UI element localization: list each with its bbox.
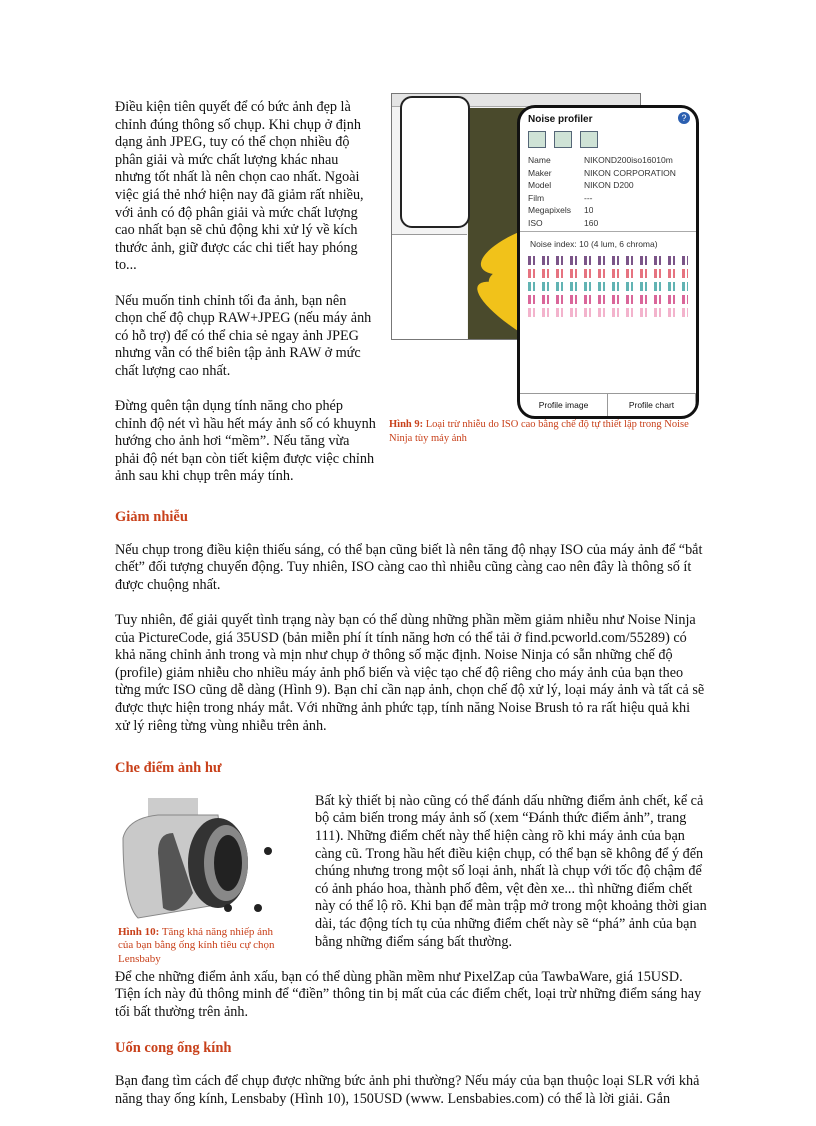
field-row <box>528 192 692 205</box>
panel-title: Noise profiler <box>528 114 593 125</box>
mini-profiler-highlight <box>400 96 470 228</box>
heading-che-diem-anh-hu: Che điểm ảnh hư <box>115 759 222 776</box>
caption-label: Hình 10: <box>118 925 160 938</box>
field-label: Film <box>528 192 545 203</box>
noise-index <box>520 232 696 252</box>
field-row <box>528 167 692 180</box>
intro-paragraph-3: Đừng quên tận dụng tính năng cho phép chỉnh độ nét vì hầu hết máy ảnh số có khuynh hướng cho ảnh hơi “mềm”. Nếu tăng vừa phải độ nét bạn còn tiết kiệm được việc chỉnh ảnh sau khi chụp trên máy tính. <box>115 398 376 485</box>
noise-index-label: Noise index: <box>530 239 577 249</box>
caption-label: Hình 9: <box>389 419 424 430</box>
field-label: Model <box>528 180 552 190</box>
figure-9-caption <box>389 418 707 445</box>
section3-paragraph: Bạn đang tìm cách để chụp được những bức ảnh phi thường? Nếu máy của bạn thuộc loại SLR với khả năng thay ống kính, Lensbaby (Hình 10), 150USD (www. Lensbabies.com) có thể là lời giải. Gắn <box>115 1073 700 1107</box>
field-label: Name <box>528 155 551 165</box>
section2-paragraph-2-first-line: Để che những điểm ảnh xấu, bạn có thể dùng phần mềm như PixelZap <box>115 968 515 985</box>
figure-10 <box>118 793 283 965</box>
help-icon[interactable]: ? <box>678 112 690 124</box>
section2-paragraph-2-rest: của TawbaWare, giá 15USD. Tiện ích này đủ thông minh để “điền” thông tin bị mất của các điểm chết, loại trừ những điểm sáng hay tối bất thường trên ảnh. <box>115 968 702 1020</box>
edit-icon[interactable] <box>580 131 598 148</box>
profile-fields <box>520 152 696 232</box>
field-row <box>528 217 692 230</box>
heading-giam-nhieu: Giảm nhiễu <box>115 508 188 525</box>
open-icon[interactable] <box>528 131 546 148</box>
field-value: NIKON D200 <box>584 180 634 190</box>
file-info-panel <box>392 234 467 340</box>
section1-paragraph-1: Nếu chụp trong điều kiện thiếu sáng, có thể bạn cũng biết là nên tăng độ nhạy ISO của máy ảnh để “bắt chết” đối tượng chuyển động. Tuy nhiên, ISO càng cao thì nhiễu cũng càng cao nên đây là thông số ít được chuộng nhất. <box>115 541 703 593</box>
field-value: --- <box>584 192 593 203</box>
section2-body <box>115 793 707 1022</box>
intro-paragraph-2: Nếu muốn tinh chỉnh tối đa ảnh, bạn nên chọn chế độ chụp RAW+JPEG (nếu máy ảnh có hỗ trợ) để có thể chia sẻ ngay ảnh JPEG nhưng vẫn có thể biên tập ảnh RAW ở mức chất lượng cao nhất. <box>115 292 372 379</box>
caption-text: Loại trừ nhiễu do ISO cao bằng chế độ tự thiết lập trong Noise Ninja tùy máy ảnh <box>389 419 689 444</box>
field-label: Megapixels <box>528 205 571 215</box>
profile-chart-button[interactable]: Profile chart <box>608 394 696 416</box>
noise-index-value: 10 (4 lum, 6 chroma) <box>579 239 658 249</box>
section1-paragraph-2: Tuy nhiên, để giải quyết tình trạng này bạn có thể dùng những phần mềm giảm nhiễu như Noise Ninja của PictureCode, giá 35USD (bản miễn phí ít tính năng hơn có thể tải ở find.pcworld.com/55289) có khả năng chỉnh ảnh trong và mịn như chụp ở thông số mặc định. Noise Ninja có sẵn những chế độ (profile) giảm nhiễu cho nhiều máy ảnh phổ biến và việc tạo chế độ riêng cho máy ảnh của bạn theo từng mức ISO cũng dễ dàng (Hình 9). Bạn chỉ cần nạp ảnh, chọn chế độ xử lý, loại máy ảnh và tất cả sẽ được thực hiện trong nháy mắt. Với những ảnh phức tạp, tính năng Noise Brush tỏ ra rất hiệu quả khi xử lý riêng từng vùng nhiễu trên ảnh. <box>115 612 705 734</box>
field-value: NIKON CORPORATION <box>584 167 676 178</box>
section2-paragraph-1: Bất kỳ thiết bị nào cũng có thể đánh dấu những điểm ảnh chết, kể cả bộ cảm biến trong máy ảnh số (xem “Đánh thức điểm ảnh”, trang 111). Những điểm chết này thể hiện càng rõ khi máy ảnh của bạn càng cũ. Trong hầu hết điều kiện chụp, có thể bạn sẽ không để ý đến chúng nhưng trong một số loại ảnh, nhất là chụp với tốc độ chậm để có ảnh pháo hoa, thành phố đêm, vệt đèn xe... thì những điểm chết này có thể lộ rõ. Khi bạn để màn trập mở trong một khoảng thời gian dài, tác động tích tụ của những điểm chết này sẽ “phá” ảnh của bạn bằng những điểm sáng bất thường. <box>315 792 707 950</box>
field-row <box>528 204 692 217</box>
caption-text: Tăng khả năng nhiếp ảnh của bạn bằng ống kính tiêu cự chọn Lensbaby <box>118 925 275 965</box>
field-value: NIKOND200iso16010m <box>584 155 673 165</box>
save-icon[interactable] <box>554 131 572 148</box>
intro-paragraph-1: Điều kiện tiên quyết để có bức ảnh đẹp là chỉnh đúng thông số chụp. Khi chụp ở định dạng ảnh JPEG, tuy có thể chọn nhiều độ phân giải và mức chất lượng khác nhau nhưng tốt nhất là nên chọn cao nhất. Ngoài việc giá thẻ nhớ hiện nay đã giảm rất nhiều, với ảnh có độ phân giải và mức chất lượng cao nhất bạn sẽ chủ động khi xử lý về kích thước ảnh, giữ được các chi tiết hay phóng to... <box>115 99 364 274</box>
profile-image-button[interactable]: Profile image <box>520 394 608 416</box>
field-value: 10 <box>584 205 594 215</box>
document-body <box>115 99 707 1126</box>
figure-9 <box>389 88 707 445</box>
field-value: 160 <box>584 217 599 228</box>
figure-9-noise-ninja-screenshot <box>389 88 699 418</box>
field-label: ISO <box>528 217 543 228</box>
noise-histograms <box>520 256 696 317</box>
field-row <box>528 154 692 167</box>
field-row <box>528 179 692 192</box>
field-label: Maker <box>528 167 552 178</box>
figure-10-lensbaby-camera <box>118 793 278 923</box>
section2-paragraph-2 <box>115 969 707 1022</box>
noise-profiler-panel <box>517 105 699 419</box>
heading-uon-cong-ong-kinh: Uốn cong ống kính <box>115 1040 232 1057</box>
figure-10-caption <box>118 926 283 967</box>
